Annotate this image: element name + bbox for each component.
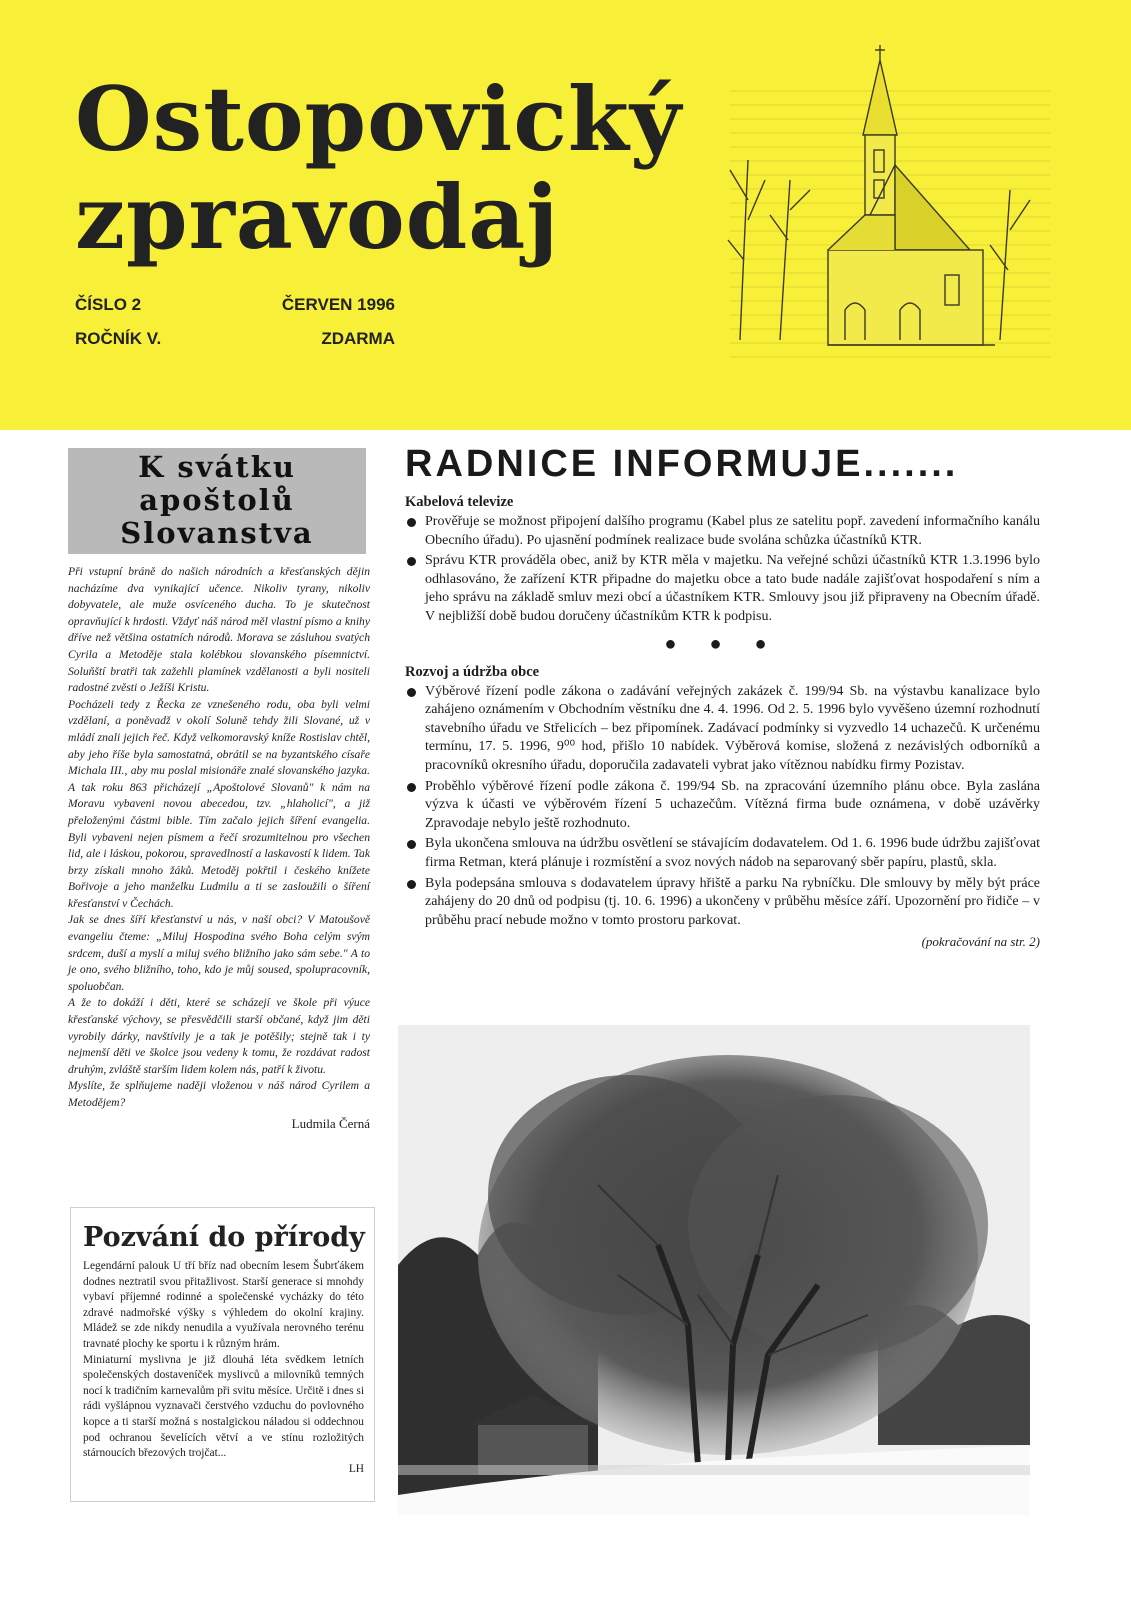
- apostles-paragraph: A že to dokáží i děti, které se scházejí ve škole při výuce křesťanské výchovy, se přesvědčili starší občané, když jim děti vyrobily dárky, navštívily je a tak je potěšily; stejně tak i ty nejmenší děti ve školce jsou vedeny k tomu, že rozdávat radost druhým, zvláště starším lidem kolem nás, patří k životu.: [68, 996, 370, 1076]
- apostles-author: Ludmila Černá: [291, 1115, 370, 1131]
- list-item: Byla podepsána smlouva s dodavatelem úpravy hřiště a parku Na rybníčku. Dle smlouvy by měly být práce zahájeny do 20 dnů od podpisu (tj. 10. 6. 1996) a ukončeny v průběhu měsíce září. Upozornění pro řidiče – v průběhu prací nebude možno v tomto prostoru parkovat.: [405, 875, 1040, 931]
- nature-paragraph: Legendární palouk U tří bříz nad obecním lesem Šubrťákem dodnes neztratil svou přitažlivost. Starší generace si mnohdy vybaví příjemné rodinné a společenské vycházky do této zdravé nadmořské výšky s výhledem do okolní krajiny. Mládež se zde nikdy nenudila a využívala nerovného terénu travnaté plochy ke sportu i k různým hrám.: [83, 1260, 364, 1350]
- nature-article: [70, 1207, 375, 1502]
- nature-paragraph: Miniaturní myslivna je již dlouhá léta svědkem letních společenských dostaveníček myslivců a milovníků temných nocí k tradičním karnevalům při svitu měsíce. Určitě i dnes si rádi vyšlápnou vyznavači čerstvého vzduchu do povlovného kopce a ti starší možná s nostalgickou náladou si oddechnou pod ochranou ševelících větví a ve stínu rozložitých stárnoucích březových trojčat...: [83, 1353, 364, 1460]
- church-drawing: [720, 40, 1050, 360]
- masthead-banner: [0, 0, 1131, 430]
- issue-date: ČERVEN 1996: [281, 295, 395, 314]
- apostles-paragraph: Při vstupní bráně do našich národních a křesťanských dějin nacházíme dva vynikající učence. Nikoliv tyrany, nikoliv dobyvatele, ale muže osvíceného ducha. To je skutečnost opravňující k hrdosti. Vždyť náš národ měl vlastní písmo a knihy dříve než většina ostatních národů. Morava se zásluhou svatých Cyrila a Metoděje stala kolébkou slovanského písemnictví. Soluňští bratři tak zažehli plamínek vzdělanosti a byli nositeli radostné zvěsti o Ježíši Kristu.: [68, 565, 370, 695]
- volume: ROČNÍK V.: [75, 329, 162, 348]
- continued-note: (pokračování na str. 2): [921, 934, 1040, 950]
- issue-info: [75, 295, 395, 363]
- photo-illustration: [398, 1025, 1030, 1515]
- newsletter-title: [75, 67, 715, 269]
- list-item: Byla ukončena smlouva na údržbu osvětlení se stávajícím dodavatelem. Od 1. 6. 1996 bude údržbu zajišťovat firma Retman, která plánuje i rozmístění a svoz nových nádob na separovaný sběr papíru, plastů, skla.: [405, 835, 1040, 872]
- list-item: Správu KTR prováděla obec, aniž by KTR měla v majetku. Na veřejné schůzi účastníků KTR 1.3.1996 bylo odhlasováno, že zařízení KTR připadne do majetku obce a tato bude nadále zajišťovat hospodaření s ním a jeho správu na základě smluv mezi obcí a účastníkem KTR. Smlouvy jsou již připraveny na Obecním úřadě. V nejbližší době budou doručeny účastníkům KTR k podpisu.: [405, 552, 1040, 626]
- issue-number: ČÍSLO 2: [75, 295, 142, 314]
- nature-body: [83, 1259, 364, 1477]
- radnice-headline: RADNICE INFORMUJE.......: [405, 443, 959, 485]
- price: ZDARMA: [321, 329, 395, 348]
- apostles-body: [68, 564, 370, 1112]
- apostles-paragraph: Pocházeli tedy z Řecka ze vznešeného rodu, oba byli velmi vzdělaní, a poněvadž v okolí Soluně tehdy žili Slované, už v mládí znali jejich řeč. Když velkomoravský kníže Rostislav chtěl, aby jeho říše byla samostatná, obrátil se na byzantského císaře Michala III., aby mu poslal misionáře znalé slovanského jazyka. A tak roku 863 přicházejí „Apoštolové Slovanů" k nám na Moravu vybaveni novou abecedou, tzv. „hlaholicí", a již přeloženými částmi bible. Tím začalo jejich šíření evangelia. Byli vybaveni nejen písmem a řečí srozumitelnou pro všechen lid, ale i láskou, pokorou, spravedlností a laskavostí k lidem. Tak brzy získali mnoho žáků. Metoděj pokřtil i českého knížete Bořivoje a jeho manželku Ludmilu a ti se zasloužili o šíření křesťanství v Čechách.: [68, 697, 370, 910]
- apostles-headline: [68, 448, 366, 554]
- development-heading: Rozvoj a údržba obce: [405, 663, 540, 680]
- section-separator: ● ● ●: [664, 632, 781, 655]
- cable-list: [405, 513, 1040, 627]
- list-item: Prověřuje se možnost připojení dalšího programu (Kabel plus ze satelitu popř. zavedení informačního kanálu Obecního úřadu). Po ujasnění podmínek realizace bude svolána schůzka účastníků KTR.: [405, 513, 1040, 550]
- development-list: [405, 683, 1040, 931]
- nature-headline: Pozvání do přírody: [83, 1222, 365, 1253]
- title-line-2: zpravodaj: [75, 165, 560, 269]
- cable-heading: Kabelová televize: [405, 494, 514, 510]
- nature-author: LH: [348, 1462, 364, 1475]
- apostles-headline-line1: K svátku apoštolů: [138, 450, 296, 517]
- list-item: Výběrové řízení podle zákona o zadávání veřejných zakázek č. 199/94 Sb. na výstavbu kanalizace bylo zahájeno oznámením v Obchodním věstníku dne 4. 4. 1996. Od 2. 5. 1996 bylo vyvěšeno územní rozhodnutí stavebního úřadu ve Střelicích – bez připomínek. Zadávací podmínky si vyzvedlo 14 uchazečů. K určenému termínu, 17. 5. 1996, 9⁰⁰ hod, přišlo 10 nabídek. Výběrová komise, složená z nezávislých odborníků a pracovníků okresního úřadu, doporučila zadavateli vybrat jako vítěznou nabídku firmy Pozistav.: [405, 683, 1040, 776]
- apostles-headline-line2: Slovanstva: [120, 516, 314, 550]
- radnice-article: [405, 442, 1040, 950]
- birch-trees-photo: [398, 1025, 1030, 1515]
- apostles-article: [68, 448, 370, 1132]
- apostles-paragraph: Jak se dnes šíří křesťanství u nás, v naší obci? V Matoušově evangeliu čteme: „Miluj Hospodina svého Boha celým svým srdcem, duší a myslí a miluj svého bližního jako sám sebe." A to je ono, svého bližního, toho, kdo je můj soused, spolupracovník, spoluobčan.: [68, 913, 370, 993]
- title-line-1: Ostopovický: [75, 67, 683, 171]
- apostles-paragraph: Myslíte, že splňujeme naději vloženou v náš národ Cyrilem a Metodějem?: [68, 1079, 370, 1109]
- list-item: Proběhlo výběrové řízení podle zákona č. 199/94 Sb. na zpracování územního plánu obce. Byla zaslána výzva k účasti ve výběrovém řízení 5 uchazečům. Vítězná firma bude oznámena, v době uzávěrky Zpravodaje nebylo ještě rozhodnuto.: [405, 778, 1040, 834]
